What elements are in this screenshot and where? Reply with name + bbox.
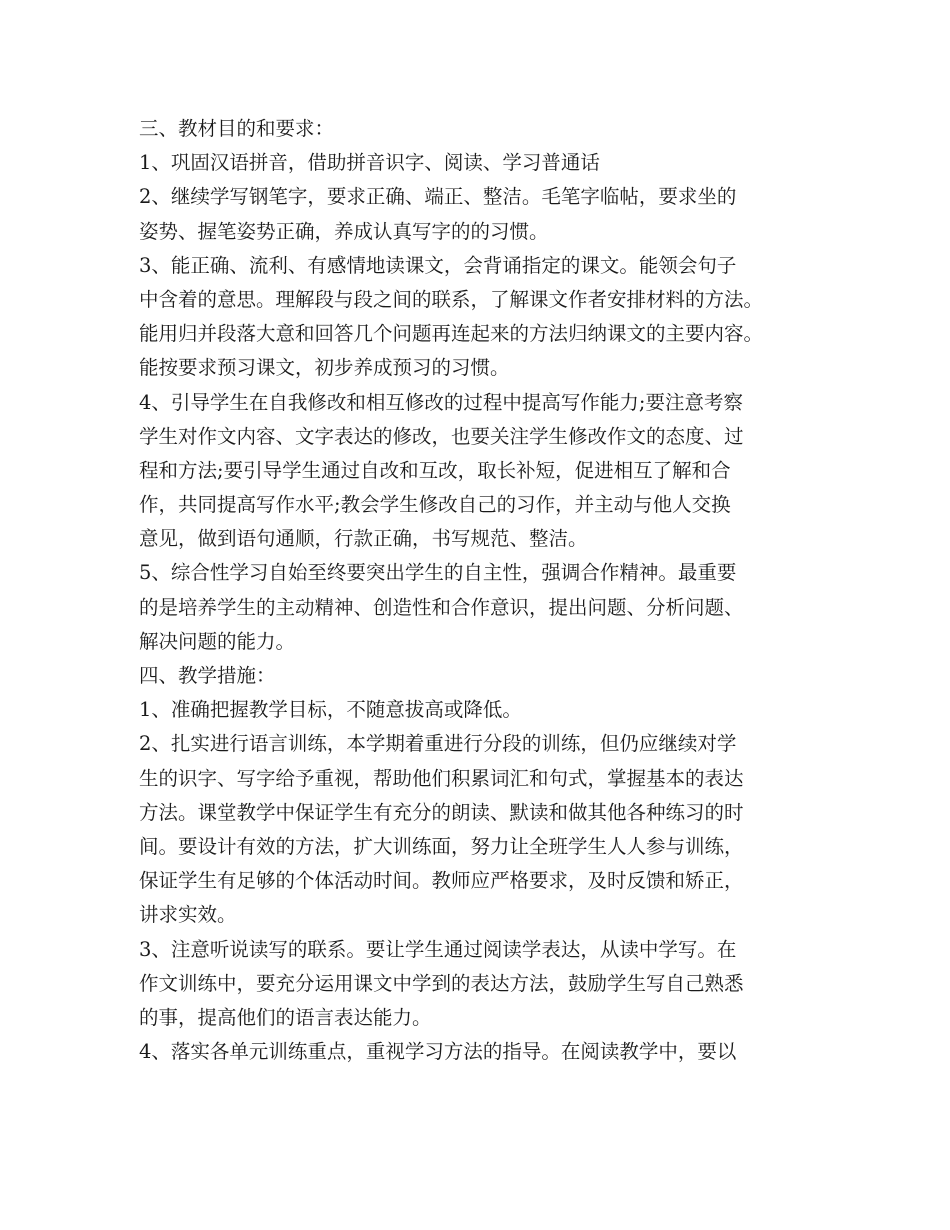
paragraph-line: 姿势、握笔姿势正确，养成认真写字的的习惯。 <box>139 219 549 243</box>
paragraph-line: 3、注意听说读写的联系。要让学生通过阅读学表达，从读中学写。在 <box>139 937 737 961</box>
paragraph-line: 作，共同提高写作水平;教会学生修改自己的习作，并主动与他人交换 <box>139 493 731 517</box>
paragraph-line: 程和方法;要引导学生通过自改和互改，取长补短，促进相互了解和合 <box>139 458 731 482</box>
paragraph-line: 1、准确把握教学目标，不随意拔高或降低。 <box>139 698 522 722</box>
paragraph-line: 的事，提高他们的语言表达能力。 <box>139 1005 432 1029</box>
paragraph-line: 学生对作文内容、文字表达的修改，也要关注学生修改作文的态度、过 <box>139 424 744 448</box>
paragraph-line: 2、继续学写钢笔字，要求正确、端正、整洁。毛笔字临帖，要求坐的 <box>139 185 737 209</box>
paragraph-line: 的是培养学生的主动精神、创造性和合作意识，提出问题、分析问题、 <box>139 595 744 619</box>
paragraph-line: 能用归并段落大意和回答几个问题再连起来的方法归纳课文的主要内容。 <box>139 322 764 346</box>
paragraph-line: 生的识字、写字给予重视，帮助他们积累词汇和句式，掌握基本的表达 <box>139 766 744 790</box>
paragraph-line: 2、扎实进行语言训练，本学期着重进行分段的训练，但仍应继续对学 <box>139 732 737 756</box>
paragraph-line: 作文训练中，要充分运用课文中学到的表达方法，鼓励学生写自己熟悉 <box>139 971 744 995</box>
paragraph-line: 意见，做到语句通顺，行款正确，书写规范、整洁。 <box>139 527 588 551</box>
paragraph-line: 3、能正确、流利、有感情地读课文，会背诵指定的课文。能领会句子 <box>139 253 737 277</box>
paragraph-line: 解决问题的能力。 <box>139 629 296 653</box>
paragraph-line: 5、综合性学习自始至终要突出学生的自主性，强调合作精神。最重要 <box>139 561 737 585</box>
paragraph-line: 间。要设计有效的方法，扩大训练面，努力让全班学生人人参与训练， <box>139 834 744 858</box>
paragraph-line: 方法。课堂教学中保证学生有充分的朗读、默读和做其他各种练习的时 <box>139 800 744 824</box>
paragraph-line: 4、引导学生在自我修改和相互修改的过程中提高写作能力;要注意考察 <box>139 390 743 414</box>
section-heading: 四、教学措施： <box>139 664 276 687</box>
document-body <box>139 112 819 1069</box>
paragraph-line: 保证学生有足够的个体活动时间。教师应严格要求，及时反馈和矫正， <box>139 869 744 893</box>
section-heading: 三、教材目的和要求： <box>139 117 335 140</box>
paragraph-line: 4、落实各单元训练重点，重视学习方法的指导。在阅读教学中，要以 <box>139 1040 737 1064</box>
paragraph-line: 讲求实效。 <box>139 903 237 927</box>
paragraph-line: 中含着的意思。理解段与段之间的联系，了解课文作者安排材料的方法。 <box>139 287 764 311</box>
paragraph-line: 1、巩固汉语拼音，借助拼音识字、阅读、学习普通话 <box>139 151 600 175</box>
paragraph-line: 能按要求预习课文，初步养成预习的习惯。 <box>139 356 510 380</box>
